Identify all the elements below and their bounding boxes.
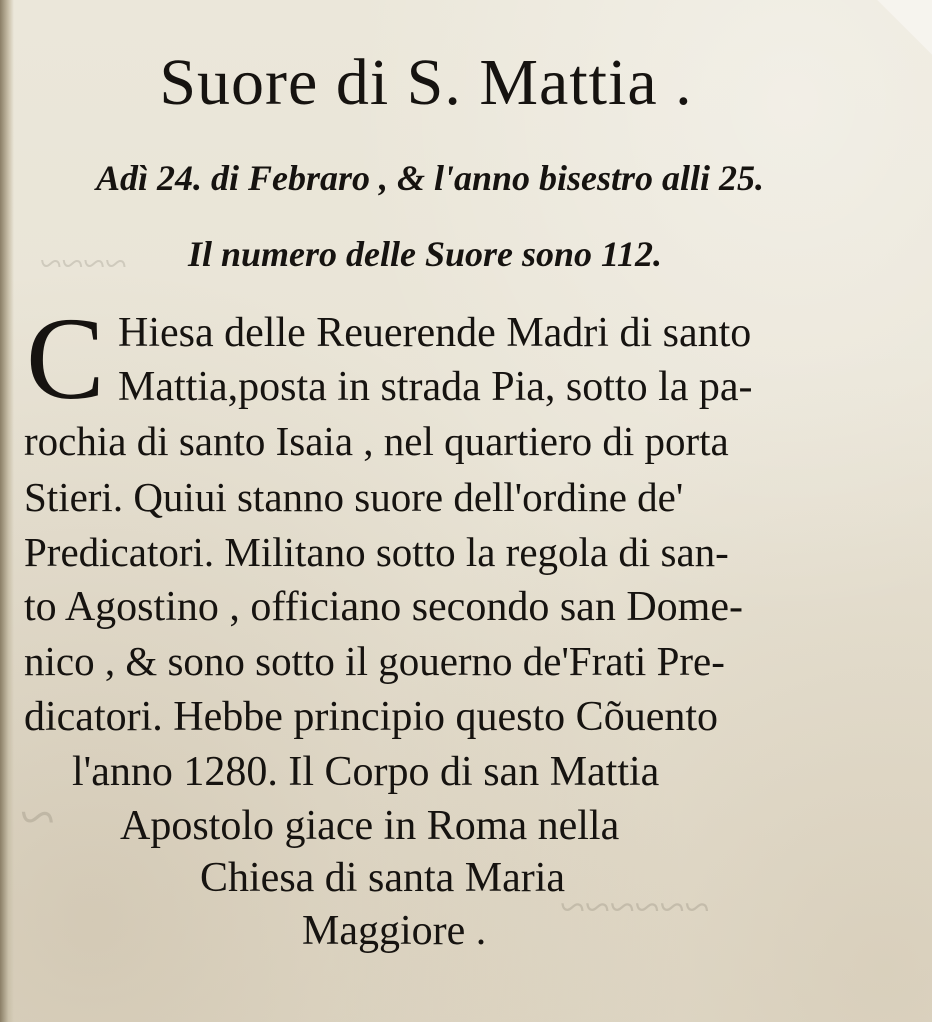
body-line: Maggiore . bbox=[302, 908, 487, 954]
page-corner bbox=[872, 0, 932, 60]
page-spine-edge bbox=[0, 0, 14, 1022]
bleed-through-mark: ~ bbox=[20, 781, 55, 852]
bleed-through-mark: ~~~~ bbox=[40, 241, 127, 286]
body-line: Stieri. Quiui stanno suore dell'ordine de' bbox=[24, 474, 684, 520]
body-line: nico , & sono sotto il gouerno de'Frati Pre- bbox=[24, 638, 725, 684]
body-line: l'anno 1280. Il Corpo di san Mattia bbox=[72, 749, 660, 795]
body-line: Chiesa di santa Maria bbox=[200, 855, 566, 901]
bleed-through-mark: ~~~~~~ bbox=[560, 881, 710, 932]
body-line: Hiesa delle Reuerende Madri di santo bbox=[118, 310, 752, 356]
body-line: Mattia,posta in strada Pia, sotto la pa- bbox=[118, 364, 753, 410]
body-line: to Agostino , officiano secondo san Dome- bbox=[24, 584, 743, 630]
nun-count-line: Il numero delle Suore sono 112. bbox=[187, 234, 663, 274]
drop-cap: C bbox=[26, 293, 105, 424]
page-title: Suore di S. Mattia . bbox=[159, 46, 693, 119]
body-line: Predicatori. Militano sotto la regola di san- bbox=[24, 529, 729, 575]
body-line: dicatori. Hebbe principio questo Cõuento bbox=[24, 694, 719, 740]
feast-date-line: Adì 24. di Febraro , & l'anno bisestro alli 25. bbox=[95, 158, 765, 198]
body-line: Apostolo giace in Roma nella bbox=[120, 803, 620, 849]
body-line: rochia di santo Isaia , nel quartiero di porta bbox=[24, 418, 729, 464]
